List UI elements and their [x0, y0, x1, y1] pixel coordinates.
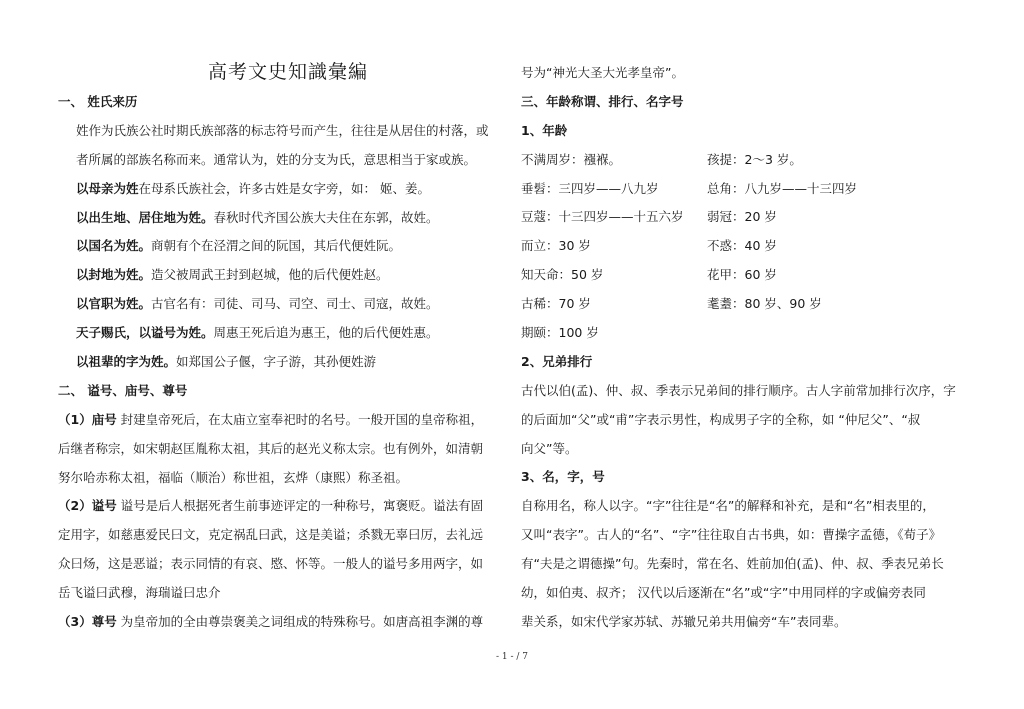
item-text: 周惠王死后追为惠王，他的后代便姓惠。 [213, 325, 439, 341]
list-item [58, 319, 508, 348]
item-text: 古官名有：司徒、司马、司空、司士、司寇，故姓。 [151, 296, 439, 312]
age-term: 期颐：100 岁 [521, 325, 599, 341]
section-heading: 一、 姓氏来历 [58, 94, 138, 109]
age-term: 古稀：70 岁 [521, 296, 591, 312]
list-item [58, 348, 508, 377]
list-item [58, 175, 508, 204]
paragraph-line: 又叫“表字”。古人的“名”、“字”往往取自古书典，如：曹操字孟德，《荀子》 [521, 527, 942, 543]
item-text: 如郑国公子偃，字子游，其孙便姓游 [176, 354, 377, 370]
right-column [521, 56, 973, 637]
paragraph-line: 自称用名，称人以字。“字”往往是“名”的解释和补充，是和“名”相表里的， [521, 498, 935, 514]
age-term: 知天命：50 岁 [521, 267, 604, 283]
paragraph-line: 的后面加“父”或“甫”字表示男性，构成男子字的全称，如 “仲尼父”、“叔 [521, 411, 921, 427]
age-term: 耄耋：80 岁、90 岁 [707, 296, 822, 312]
age-term: 弱冠：20 岁 [707, 209, 777, 225]
item-lead: （2）谥号 [58, 498, 117, 514]
age-row [521, 319, 973, 348]
paragraph-line: 岳飞谥曰武穆，海瑞谥曰忠介 [58, 585, 221, 601]
paragraph-line: 姓作为氏族公社时期氏族部落的标志符号而产生，往往是从居住的村落，或 [76, 122, 489, 138]
item-text: 封建皇帝死后，在太庙立室奉祀时的名号。一般开国的皇帝称祖， [116, 411, 484, 427]
item-lead: 以出生地、居住地为姓。 [76, 209, 214, 225]
paragraph-line [58, 608, 508, 637]
list-item [58, 261, 508, 290]
age-term: 花甲：60 岁 [707, 267, 777, 283]
age-row [521, 175, 973, 204]
item-text: 在母系氏族社会，许多古姓是女字旁，如： 姬、姜。 [138, 180, 430, 196]
age-row [521, 261, 973, 290]
paragraph-line: 古代以伯(孟)、仲、叔、季表示兄弟间的排行顺序。古人字前常加排行次序，字 [521, 382, 956, 398]
age-row [521, 146, 973, 175]
paragraph-line: 定用字，如慈惠爱民曰文，克定祸乱曰武，这是美谥；杀戮无辜曰厉，去礼远 [58, 527, 484, 543]
list-item [58, 204, 508, 233]
item-lead: 以封地为姓。 [76, 267, 152, 283]
section-heading: 三、年龄称谓、排行、名字号 [521, 93, 684, 109]
paragraph-line: 号为“神光大圣大光孝皇帝”。 [521, 65, 684, 80]
paragraph-line: 努尔哈赤称太祖，福临（顺治）称世祖，玄烨（康熙）称圣祖。 [58, 469, 409, 485]
age-row [521, 290, 973, 319]
item-text: 谥号是后人根据死者生前事迹评定的一种称号，寓褒贬。谥法有固 [116, 498, 484, 514]
page-number: - 1 - / 7 [495, 652, 528, 662]
paragraph-line: 后继者称宗，如宋朝赵匡胤称太祖，其后的赵光义称太宗。也有例外，如清朝 [58, 440, 484, 456]
item-text: 为皇帝加的全由尊崇褒美之词组成的特殊称号。如唐高祖李渊的尊 [116, 614, 484, 630]
age-term: 孩提：2～3 岁。 [707, 151, 802, 167]
paragraph-line [58, 492, 508, 521]
paragraph-line: 向父”等。 [521, 440, 578, 456]
section-heading: 二、 谥号、庙号、尊号 [58, 382, 188, 398]
list-item [58, 290, 508, 319]
subsection-heading: 3、名，字，号 [521, 469, 605, 485]
item-lead: （3）尊号 [58, 614, 117, 630]
paragraph-line [58, 406, 508, 435]
age-term: 不满周岁：襁褓。 [521, 151, 622, 167]
list-item [58, 232, 508, 261]
item-lead: 以祖辈的字为姓。 [76, 354, 177, 370]
document-title: 高考文史知識彙編 [207, 61, 368, 83]
item-lead: 以母亲为姓 [76, 180, 139, 196]
paragraph-line: 有“夫是之谓德操”句。先秦时，常在名、姓前加伯(孟)、仲、叔、季表兄弟长 [521, 556, 944, 572]
age-term: 不惑：40 岁 [707, 238, 777, 254]
subsection-heading: 1、年龄 [521, 122, 568, 138]
age-term: 豆蔻：十三四岁——十五六岁 [521, 209, 684, 225]
age-term: 垂髫：三四岁——八九岁 [521, 180, 659, 196]
age-row [521, 203, 973, 232]
left-column [58, 56, 508, 637]
item-lead: 天子赐氏，以谥号为姓。 [76, 325, 214, 341]
item-text: 造父被周武王封到赵城，他的后代便姓赵。 [151, 267, 389, 283]
paragraph-line: 者所属的部族名称而来。通常认为，姓的分支为氏，意思相当于家或族。 [76, 151, 477, 167]
age-term: 而立：30 岁 [521, 238, 591, 254]
age-row [521, 232, 973, 261]
paragraph-line: 辈关系，如宋代学家苏轼、苏辙兄弟共用偏旁“车”表同辈。 [521, 613, 847, 629]
paragraph-line: 众曰炀，这是恶谥；表示同情的有哀、愍、怀等。一般人的谥号多用两字，如 [58, 556, 484, 572]
age-term: 总角：八九岁——十三四岁 [707, 180, 858, 196]
item-lead: 以官职为姓。 [76, 296, 152, 312]
subsection-heading: 2、兄弟排行 [521, 353, 593, 369]
item-lead: 以国名为姓。 [76, 238, 152, 254]
paragraph-line: 幼，如伯夷、叔齐； 汉代以后逐渐在“名”或“字”中用同样的字或偏旁表同 [521, 585, 926, 601]
item-text: 商朝有个在泾渭之间的阮国，其后代便姓阮。 [151, 238, 402, 254]
item-text: 春秋时代齐国公族大夫住在东郭，故姓。 [213, 209, 439, 225]
item-lead: （1）庙号 [58, 411, 117, 427]
